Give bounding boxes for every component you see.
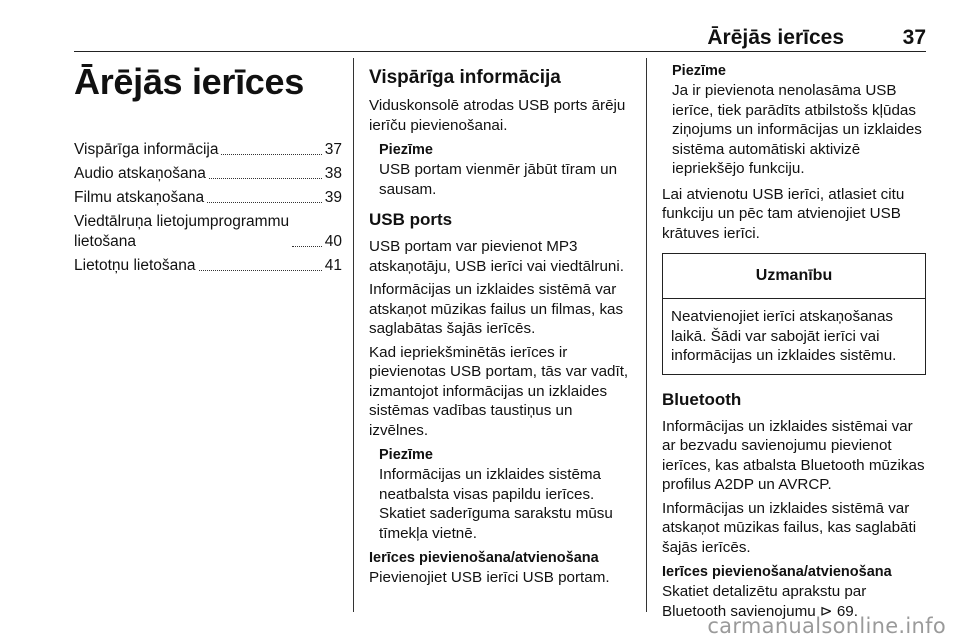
toc-leader xyxy=(199,270,322,271)
toc-item-title: Filmu atskaņošana xyxy=(74,189,205,206)
toc-item-page: 41 xyxy=(324,257,342,274)
note-title: Piezīme xyxy=(379,447,433,463)
column-divider xyxy=(646,58,647,612)
watermark: carmanualsonline.info xyxy=(707,614,946,638)
note-body: Ja ir pievienota nenolasāma USB ierīce, tiek parādīts atbilstošs kļūdas ziņojums un informācijas un izklaides sistēma automātiski aktivizē iepriekšējo funkciju. xyxy=(672,82,922,177)
note-box xyxy=(379,446,632,543)
toc-item[interactable] xyxy=(74,140,342,160)
note-box xyxy=(379,141,632,199)
page-number: 37 xyxy=(902,26,926,49)
toc-item[interactable] xyxy=(74,164,342,184)
toc-leader xyxy=(207,202,322,203)
paragraph: Viduskonsolē atrodas USB ports ārēju ierīču pievienošanai. xyxy=(369,97,626,134)
toc-item-title: Vispārīga informācija xyxy=(74,141,219,158)
paragraph: Informācijas un izklaides sistēmā var atskaņot mūzikas failus, kas saglabāti šajās ierīcēs. xyxy=(662,499,917,556)
minor-heading: Ierīces pievienošana/atvienošana xyxy=(369,550,599,566)
caution-title: Uzmanību xyxy=(663,254,925,299)
toc-item[interactable] xyxy=(74,212,342,252)
paragraph: Informācijas un izklaides sistēmā var atskaņot mūzikas failus un filmas, kas saglabātas šajās ierīcēs. xyxy=(369,281,624,337)
caution-box xyxy=(662,253,926,375)
toc-leader xyxy=(209,178,322,179)
paragraph: Lai atvienotu USB ierīci, atlasiet citu funkciju un pēc tam atvienojiet USB krātuves ierīci. xyxy=(662,185,905,242)
table-of-contents xyxy=(74,140,342,276)
toc-item[interactable] xyxy=(74,188,342,208)
minor-heading: Ierīces pievienošana/atvienošana xyxy=(662,564,892,580)
page-header xyxy=(74,26,926,48)
column-divider xyxy=(353,58,354,612)
header-rule xyxy=(74,51,926,52)
toc-leader xyxy=(221,154,321,155)
toc-item-page: 40 xyxy=(324,233,342,250)
section-heading: Vispārīga informācija xyxy=(369,67,561,88)
toc-item-page: 37 xyxy=(324,141,342,158)
chapter-column xyxy=(74,62,342,280)
toc-leader xyxy=(292,246,322,247)
paragraph: Informācijas un izklaides sistēmai var ar bezvadu savienojumu pievienot ierīces, kas atbalsta Bluetooth mūzikas profilus A2DP un AVRCP. xyxy=(662,417,925,493)
toc-item-page: 39 xyxy=(324,189,342,206)
note-body: Informācijas un izklaides sistēma neatbalsta visas papildu ierīces. Skatiet saderīguma sarakstu mūsu tīmekļa vietnē. xyxy=(379,466,613,542)
content-column-3 xyxy=(662,62,926,625)
note-body: USB portam vienmēr jābūt tīram un sausam. xyxy=(379,161,618,198)
subsection-heading: Bluetooth xyxy=(662,389,742,409)
subsection-heading: USB ports xyxy=(369,210,453,229)
content-column-2 xyxy=(369,62,632,592)
note-box xyxy=(672,62,926,179)
toc-item[interactable] xyxy=(74,256,342,276)
toc-item-title: Viedtālruņa lietojumprogrammu lietošana xyxy=(74,213,290,250)
caution-body: Neatvienojiet ierīci atskaņošanas laikā. Šādi var sabojāt ierīci vai informācijas un izklaides sistēmu. xyxy=(671,308,897,364)
note-title: Piezīme xyxy=(379,142,433,158)
toc-item-title: Audio atskaņošana xyxy=(74,165,206,182)
note-title: Piezīme xyxy=(672,63,726,79)
paragraph: Kad iepriekšminētās ierīces ir pievienotas USB portam, tās var vadīt, izmantojot informācijas un izklaides sistēmas vadības taustiņus un izvēlnes. xyxy=(369,343,629,439)
paragraph: Pievienojiet USB ierīci USB portam. xyxy=(369,569,610,586)
paragraph: USB portam var pievienot MP3 atskaņotāju, USB ierīci vai viedtālruni. xyxy=(369,238,624,275)
toc-item-title: Lietotņu lietošana xyxy=(74,257,196,274)
toc-item-page: 38 xyxy=(324,165,342,182)
running-title: Ārējās ierīces xyxy=(707,26,844,49)
paragraph: Skatiet detalizētu aprakstu par Bluetooth savienojumu ⊳ 69. xyxy=(662,583,867,620)
chapter-title: Ārējās ierīces xyxy=(74,61,304,102)
